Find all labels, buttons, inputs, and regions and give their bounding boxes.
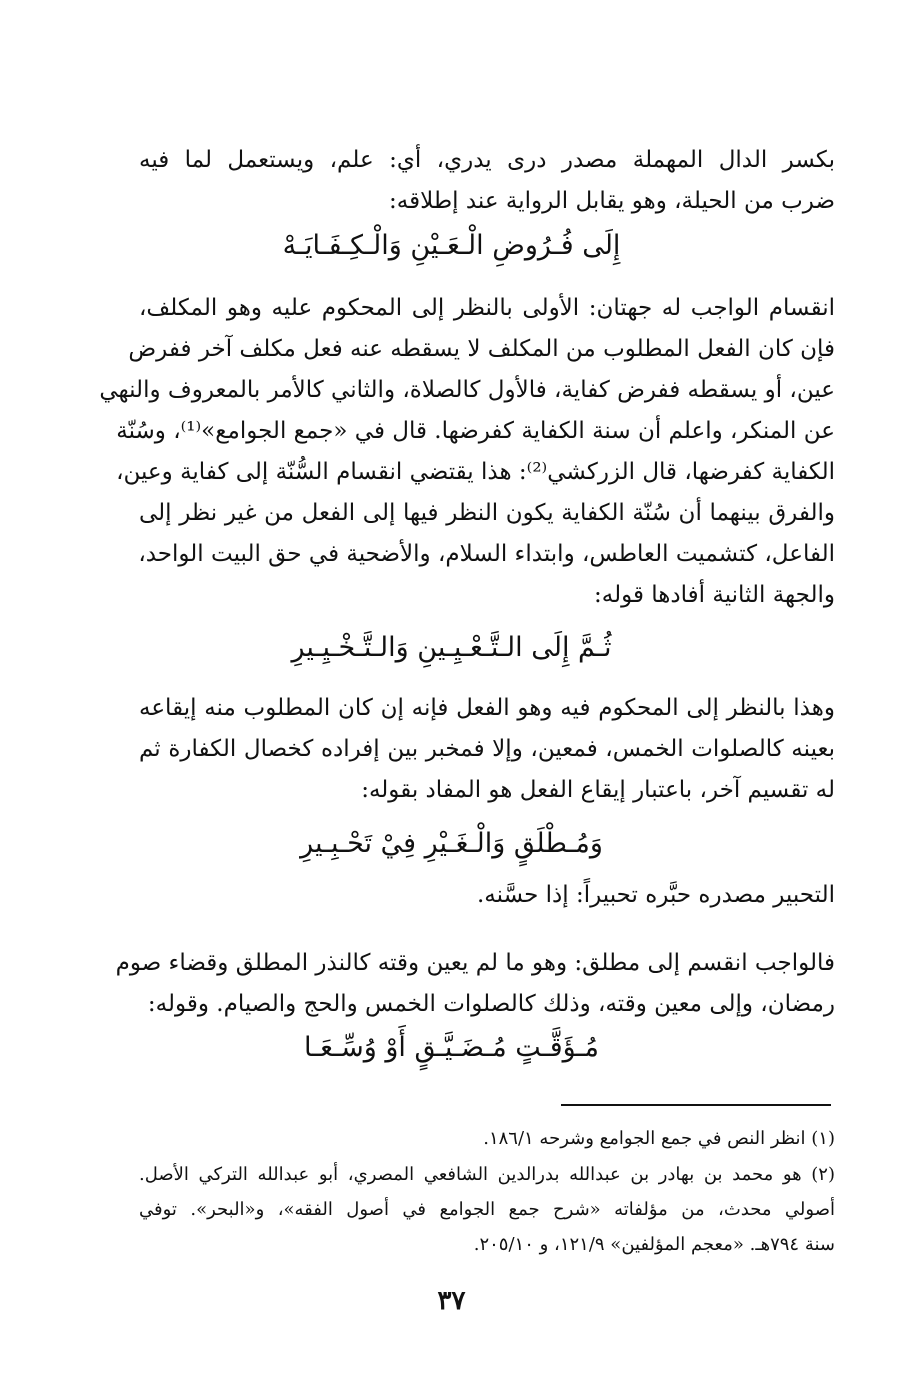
verse-line-3: وَمُـطْلَقٍ وَالْـغَـيْرِ فِيْ تَحْـبِـيرِ xyxy=(300,828,603,859)
footnote-1: (١) انظر النص في جمع الجوامع وشرحه ١٨٦/١. xyxy=(483,1128,835,1149)
paragraph-2-line-5: الكفاية كفرضها، قال الزركشي⁽²⁾: هذا يقتضي انقسام السُّنّة إلى كفاية وعين، xyxy=(116,459,835,485)
footnote-separator xyxy=(561,1104,831,1106)
verse-line-1: إِلَى فُـرُوضِ الْـعَـيْنِ وَالْـكِـفَـايَـهْ xyxy=(282,230,621,261)
paragraph-1-line-2: ضرب من الحيلة، وهو يقابل الرواية عند إطلاقه: xyxy=(389,188,835,214)
paragraph-3-line-3: له تقسيم آخر، باعتبار إيقاع الفعل هو المفاد بقوله: xyxy=(361,777,835,803)
paragraph-4-line-1: التحبير مصدره حبَّره تحبيراً: إذا حسَّنه. xyxy=(476,882,835,908)
paragraph-5-line-2: رمضان، وإلى معين وقته، وذلك كالصلوات الخمس والحج والصيام. وقوله: xyxy=(147,991,835,1017)
paragraph-2-line-1: انقسام الواجب له جهتان: الأولى بالنظر إلى المحكوم عليه وهو المكلف، xyxy=(139,295,835,321)
paragraph-2-line-8: والجهة الثانية أفادها قوله: xyxy=(594,582,835,608)
paragraph-2-line-3: عين، أو يسقطه ففرض كفاية، فالأول كالصلاة، والثاني كالأمر بالمعروف والنهي xyxy=(99,377,835,403)
paragraph-3-line-2: بعينه كالصلوات الخمس، فمعين، وإلا فمخبر بين إفراده كخصال الكفارة ثم xyxy=(139,736,835,762)
page-number: ٣٧ xyxy=(437,1286,466,1316)
paragraph-2-line-4: عن المنكر، واعلم أن سنة الكفاية كفرضها. قال في «جمع الجوامع»⁽¹⁾، وسُنّة xyxy=(116,418,835,444)
paragraph-2-line-7: الفاعل، كتشميت العاطس، وابتداء السلام، والأضحية في حق البيت الواحد، xyxy=(138,541,835,567)
paragraph-2-line-6: والفرق بينهما أن سُنّة الكفاية يكون النظر فيها إلى الفعل من غير نظر إلى xyxy=(139,500,835,526)
verse-line-2: ثُـمَّ إِلَى الـتَّـعْـيِـينِ وَالـتَّـخْـيِـيرِ xyxy=(291,632,612,663)
paragraph-5-line-1: فالواجب انقسم إلى مطلق: وهو ما لم يعين وقته كالنذر المطلق وقضاء صوم xyxy=(115,950,835,976)
paragraph-3-line-1: وهذا بالنظر إلى المحكوم فيه وهو الفعل فإنه إن كان المطلوب منه إيقاعه xyxy=(139,695,835,721)
paragraph-2-line-2: فإن كان الفعل المطلوب من المكلف لا يسقطه عنه فعل مكلف آخر ففرض xyxy=(128,336,835,362)
verse-line-4: مُـؤَقَّـتٍ مُـضَـيَّـقٍ أَوْ وُسِّـعَـا xyxy=(304,1032,599,1063)
paragraph-1-line-1: بكسر الدال المهملة مصدر درى يدري، أي: علم، ويستعمل لما فيه xyxy=(139,147,835,173)
footnote-2-line-2: أصولي محدث، من مؤلفاته «شرح جمع الجوامع في أصول الفقه»، و«البحر». توفي xyxy=(139,1199,835,1220)
footnote-2-line-3: سنة ٧٩٤هـ. «معجم المؤلفين» ١٢١/٩، و ٢٠٥/١٠. xyxy=(473,1234,835,1255)
footnote-2-line-1: (٢) هو محمد بن بهادر بن عبدالله بدرالدين الشافعي المصري، أبو عبدالله التركي الأصل. xyxy=(139,1164,835,1185)
